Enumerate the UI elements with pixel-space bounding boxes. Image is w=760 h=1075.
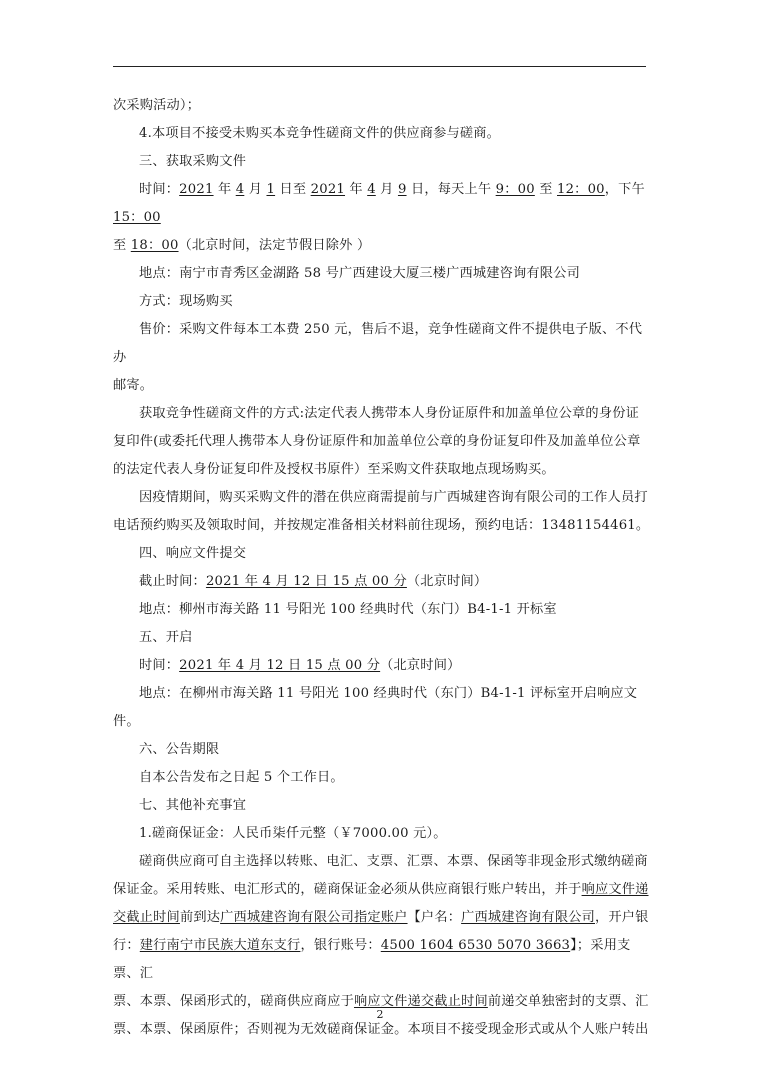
- text-line: 自本公告发布之日起 5 个工作日。: [139, 770, 344, 785]
- text-line: 地点：南宁市青秀区金湖路 58 号广西建设大厦三楼广西城建咨询有限公司: [139, 266, 580, 281]
- underlined-text: 响应文件递交截止时间: [353, 994, 488, 1009]
- underlined-text: 广西城建咨询有限公司: [461, 910, 595, 925]
- text-line: [113, 932, 653, 988]
- text-span: 至: [113, 238, 131, 253]
- text-span: 行：: [113, 938, 140, 953]
- text-line: 七、其他补充事宜: [139, 798, 247, 813]
- underlined-text: 2021: [310, 182, 346, 197]
- text-span: 前递交单独密封的支票、汇: [487, 994, 649, 1009]
- text-line: 1.磋商保证金：人民币柒仟元整（￥7000.00 元）。: [139, 826, 447, 841]
- text-line: 次采购活动）；: [113, 98, 201, 113]
- text-span: 截止时间：: [139, 574, 206, 589]
- page-number: 2: [376, 1008, 384, 1021]
- underlined-text: 2021: [179, 182, 214, 197]
- text-span: 月: [375, 182, 398, 197]
- underlined-text: 9: [397, 182, 407, 197]
- text-line: 三、获取采购文件: [139, 154, 247, 169]
- text-span: 年: [213, 182, 236, 197]
- underlined-text: 12：00: [557, 182, 605, 197]
- text-line: 方式：现场购买: [139, 294, 233, 309]
- underlined-text: 响应文件递: [581, 882, 649, 897]
- underlined-text: 4: [235, 182, 245, 197]
- text-span: 票、本票、保函形式的，磋商供应商应于: [113, 994, 354, 1009]
- text-line: 4.本项目不接受未购买本竞争性磋商文件的供应商参与磋商。: [139, 126, 501, 141]
- text-span: （北京时间，法定节假日除外 ）: [178, 238, 371, 253]
- underlined-text: 15：00: [113, 210, 161, 225]
- text-span: （北京时间）: [380, 658, 461, 673]
- text-line: 售价：采购文件每本工本费 250 元，售后不退，竞争性磋商文件不提供电子版、不代办: [113, 322, 643, 365]
- text-span: 】；采用支票、汇: [113, 938, 631, 981]
- text-line: 复印件(或委托代理人携带本人身份证原件和加盖单位公章的身份证复印件及加盖单位公章: [113, 434, 641, 449]
- header-rule: [113, 66, 646, 67]
- text-line: 四、响应文件提交: [139, 546, 247, 561]
- text-line: [113, 904, 653, 932]
- text-span: 至: [534, 182, 557, 197]
- text-line: [113, 176, 653, 232]
- text-line: 的法定代表人身份证复印件及授权书原件）至采购文件获取地点现场购买。: [113, 462, 555, 477]
- text-line: 电话预约购买及领取时间，并按规定准备相关材料前往现场，预约电话：13481154461。: [113, 518, 650, 533]
- text-span: 时间：: [139, 182, 180, 197]
- text-span: 保证金。采用转账、电汇形式的，磋商保证金必须从供应商银行账户转出，并于: [113, 882, 582, 897]
- underlined-text: 2021 年 4 月 12 日 15 点 00 分: [205, 574, 407, 589]
- text-line: 磋商供应商可自主选择以转账、电汇、支票、汇票、本票、保函等非现金形式缴纳磋商: [139, 854, 648, 869]
- text-line: 邮寄。: [113, 378, 154, 393]
- text-span: ，下午: [604, 182, 645, 197]
- underlined-text: 18：00: [130, 238, 179, 253]
- underlined-text: 交截止时间: [113, 910, 180, 925]
- text-span: 前到达: [179, 910, 221, 925]
- underlined-text: 4: [367, 182, 376, 197]
- text-line: 获取竞争性磋商文件的方式:法定代表人携带本人身份证原件和加盖单位公章的身份证: [139, 406, 639, 421]
- text-line: 因疫情期间，购买采购文件的潜在供应商需提前与广西城建咨询有限公司的工作人员打: [139, 490, 648, 505]
- text-line: 票、本票、保函原件；否则视为无效磋商保证金。本项目不接受现金形式或从个人账户转出: [113, 1022, 649, 1037]
- document-body: [113, 92, 653, 1044]
- text-span: 日至: [275, 182, 311, 197]
- text-span: 月: [244, 182, 267, 197]
- text-span: 年: [345, 182, 368, 197]
- text-line: [113, 568, 653, 596]
- text-line: 地点：柳州市海关路 11 号阳光 100 经典时代（东门）B4-1-1 开标室: [139, 602, 557, 617]
- text-span: 时间：: [139, 658, 180, 673]
- text-span: 【户名：: [407, 910, 462, 925]
- text-span: ，银行账号：: [300, 938, 381, 953]
- text-line: 五、开启: [139, 630, 193, 645]
- text-span: （北京时间）: [406, 574, 488, 589]
- text-line: [113, 232, 653, 260]
- underlined-text: 建行南宁市民族大道东支行: [139, 938, 301, 953]
- text-span: 日，每天上午: [406, 182, 496, 197]
- text-line: 六、公告期限: [139, 742, 220, 757]
- underlined-text: 4500 1604 6530 5070 3663: [380, 938, 571, 953]
- underlined-text: 9：00: [495, 182, 535, 197]
- text-line: 地点：在柳州市海关路 11 号阳光 100 经典时代（东门）B4-1-1 评标室开启响应文件。: [113, 686, 638, 729]
- text-line: [113, 652, 653, 680]
- underlined-text: 广西城建咨询有限公司指定账户: [220, 910, 408, 925]
- underlined-text: 2021 年 4 月 12 日 15 点 00 分: [179, 658, 381, 673]
- text-line: [113, 876, 653, 904]
- text-span: ，开户银: [594, 910, 649, 925]
- underlined-text: 1: [266, 182, 276, 197]
